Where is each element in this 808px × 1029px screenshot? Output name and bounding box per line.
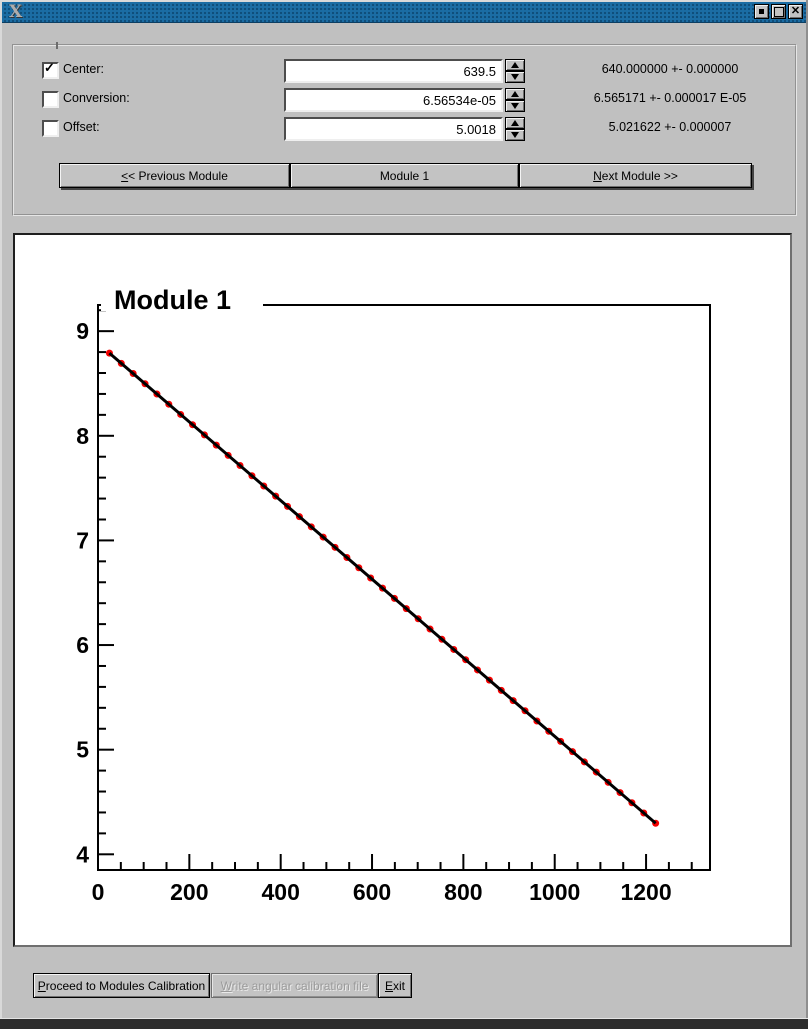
exit-button[interactable] [378,973,412,998]
center-spinbox [284,59,526,83]
plot-canvas[interactable] [13,233,792,947]
fit-line [109,353,655,823]
offset-fit-readout: 5.021622 +- 0.000007 [608,120,732,134]
previous-module-label: << Previous Module [121,168,228,183]
proceed-label: Proceed to Modules Calibration [37,978,206,993]
y-tick-label: 8 [76,422,89,449]
proceed-to-modules-calibration-button[interactable] [33,973,210,998]
x-tick-label: 400 [261,879,300,905]
minimize-button[interactable] [754,4,769,19]
window-controls [754,4,803,19]
x11-logo-icon[interactable]: X [9,2,23,22]
y-tick-label: 7 [76,527,89,554]
chart-title: Module 1 [114,285,232,315]
x-tick-label: 1000 [529,879,581,905]
maximize-icon [774,7,784,17]
arrow-down-icon [511,74,519,80]
offset-label: Offset: [63,120,100,134]
spin-down-button[interactable] [505,100,525,112]
spin-up-button[interactable] [505,88,525,100]
spin-down-button[interactable] [505,71,525,83]
conversion-input[interactable] [284,88,503,112]
center-spin-buttons [505,59,525,83]
titlebar[interactable] [2,2,806,23]
fit-parameters-panel [12,44,797,216]
module-nav [59,163,752,188]
conversion-spinbox [284,88,526,112]
offset-spinbox [284,117,526,141]
write-label: Write angular calibration file [220,978,369,993]
center-checkbox[interactable] [42,62,59,79]
center-input[interactable] [284,59,503,83]
arrow-up-icon [511,91,519,97]
offset-input[interactable] [284,117,503,141]
conversion-checkbox[interactable] [42,91,59,108]
offset-spin-buttons [505,117,525,141]
x-tick-label: 0 [91,879,105,905]
exit-label: Exit [385,978,406,993]
write-angular-calibration-file-button [211,973,378,998]
previous-module-button[interactable] [59,163,290,188]
minimize-icon [759,9,764,14]
spin-down-button[interactable] [505,129,525,141]
x-tick-label: 200 [170,879,209,905]
next-module-button[interactable] [519,163,752,188]
groupbox-notch [56,42,58,49]
center-label: Center: [63,62,104,76]
spin-up-button[interactable] [505,117,525,129]
maximize-button[interactable] [771,4,786,19]
plot-frame [98,305,710,870]
module-calibration-chart [15,235,790,945]
x-tick-label: 1200 [620,879,672,905]
conversion-fit-readout: 6.565171 +- 0.000017 E-05 [593,91,747,105]
y-tick-label: 5 [76,736,89,763]
arrow-up-icon [511,120,519,126]
close-button[interactable] [788,4,803,19]
y-tick-label: 9 [76,318,89,345]
current-module-label: Module 1 [379,168,430,183]
current-module-button[interactable] [290,163,519,188]
center-fit-readout: 640.000000 +- 0.000000 [601,62,739,76]
arrow-up-icon [511,62,519,68]
y-tick-label: 4 [76,841,89,868]
next-module-label: Next Module >> [593,168,678,183]
arrow-down-icon [511,132,519,138]
close-icon: ✕ [790,5,801,17]
check-icon: ✓ [44,60,55,75]
window-bottom-edge [0,1018,808,1029]
arrow-down-icon [511,103,519,109]
x-tick-label: 600 [352,879,392,905]
spin-up-button[interactable] [505,59,525,71]
y-tick-label: 6 [76,632,89,659]
conversion-label: Conversion: [63,91,130,105]
conversion-spin-buttons [505,88,525,112]
x-tick-label: 800 [444,879,483,905]
offset-checkbox[interactable] [42,120,59,137]
